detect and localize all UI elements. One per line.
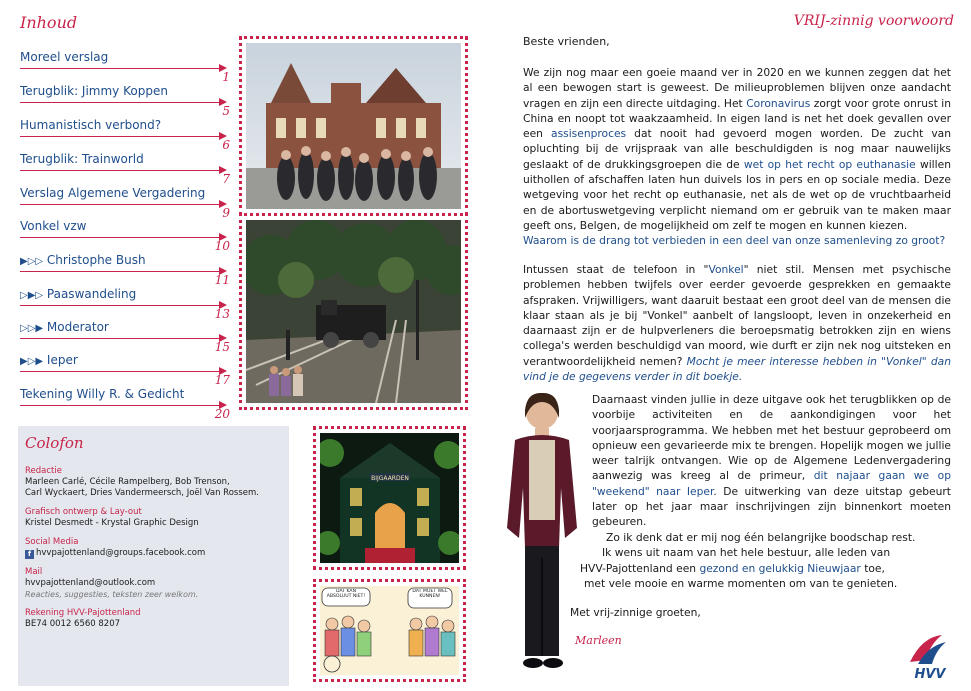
paragraph-4 bbox=[580, 530, 951, 591]
redactie-names-2: Carl Wyckaert, Dries Vandermeersch, Joël Van Rossem. bbox=[25, 488, 259, 498]
toc-title: Inhoud bbox=[20, 13, 78, 32]
p1-question: Waarom is de drang tot verbieden in een deel van onze samenleving zo groot? bbox=[523, 234, 946, 248]
toc-item-page: 11 bbox=[214, 273, 230, 287]
p4-line-4: met vele mooie en warme momenten om van te genieten. bbox=[584, 576, 898, 590]
redactie-block bbox=[25, 466, 282, 499]
toc-item-rule bbox=[20, 68, 225, 69]
toc-item-rule bbox=[20, 136, 225, 137]
toc-item[interactable] bbox=[20, 219, 232, 253]
toc-item-rule bbox=[20, 371, 225, 372]
toc-item-title: Terugblik: Trainworld bbox=[20, 152, 144, 166]
toc-item-marker: ▶▷▶ bbox=[20, 356, 44, 367]
link-vonkel[interactable]: Vonkel bbox=[708, 263, 744, 276]
toc-item-label bbox=[20, 219, 87, 233]
mail-note: Reacties, suggesties, teksten zeer welkom. bbox=[25, 590, 199, 599]
toc-item-rule bbox=[20, 102, 225, 103]
toc-item-title: Moderator bbox=[46, 320, 109, 334]
p4-line-3a: HVV-Pajottenland een bbox=[580, 561, 700, 575]
mail-block bbox=[25, 567, 282, 600]
toc-item-rule bbox=[20, 237, 225, 238]
article-header: VRIJ-zinnig voorwoord bbox=[793, 13, 954, 29]
sign-left-text: DAT KAN ABSOLUUT NIET! bbox=[326, 589, 366, 600]
toc-item-label bbox=[20, 84, 168, 98]
author-photo bbox=[497, 388, 587, 678]
p4-line-1: Zo ik denk dat er mij nog één belangrijke boodschap rest. bbox=[606, 531, 916, 544]
bank-account: BE74 0012 6560 8207 bbox=[25, 619, 121, 629]
p3-text-b: . De uitwerking van deze uitstap gebeurt later op het jaar maar inschrijvingen zijn binnenkort moeten gebeuren. bbox=[592, 484, 951, 529]
bank-block bbox=[25, 608, 282, 630]
facebook-icon: f bbox=[25, 550, 34, 559]
closing: Met vrij-zinnige groeten, bbox=[570, 606, 701, 619]
toc-item[interactable] bbox=[20, 152, 232, 186]
greeting: Beste vrienden, bbox=[523, 35, 610, 48]
toc-item-page: 1 bbox=[222, 70, 230, 84]
toc-item-label bbox=[20, 118, 161, 132]
toc-item-title: Vonkel vzw bbox=[20, 219, 87, 233]
toc-item-label bbox=[20, 287, 136, 301]
toc-item-label bbox=[20, 253, 146, 267]
photo-station-group bbox=[239, 36, 468, 216]
toc-item-label bbox=[20, 50, 108, 64]
toc-item-page: 7 bbox=[222, 172, 230, 186]
bank-heading: Rekening HVV-Pajottenland bbox=[25, 608, 141, 618]
toc-item[interactable] bbox=[20, 118, 232, 152]
link-weekend-ieper[interactable]: dit najaar gaan we op "weekend" naar Ieper bbox=[592, 469, 951, 498]
p1-text-d: willen uithollen of afschaffen laten hun duivels los in pers en op sociale media. Deze wetgeving voor het recht op euthanasie, net als de wet op de vruchtbaarheid en de abortuswetgeving verplicht niemand om er gebruik van te maken maar geeft ons, Belgen, de mogelijkheid om zelf te mogen en kunnen kiezen. bbox=[523, 157, 951, 232]
design-block bbox=[25, 507, 282, 529]
toc-item-rule bbox=[20, 305, 225, 306]
logo-text: HVV bbox=[914, 667, 946, 682]
toc-item-marker: ▷▶▷ bbox=[20, 290, 44, 301]
toc-item-page: 5 bbox=[222, 104, 230, 118]
redactie-heading: Redactie bbox=[25, 466, 62, 476]
p3-text-a: Daarnaast vinden jullie in deze uitgave ook het terugblikken op de voorbije activiteiten en de aankondigingen voor het voorjaarsprogramma. We hebben met het bestuur geprobeerd om opnieuw een gevarieerde mix te brengen. Hopelijk mogen we jullie weer talrijk ontvangen. Wie op de Algemene Ledenvergadering aanwezig was kreeg al de primeur, bbox=[592, 393, 951, 483]
social-email[interactable]: hvvpajottenland@groups.facebook.com bbox=[36, 548, 206, 558]
paragraph-3 bbox=[592, 392, 951, 530]
p2-vonkel-note: Mocht je meer interesse hebben in "Vonkel" dan vind je de gegevens verder in dit boekje. bbox=[523, 354, 952, 384]
social-link[interactable] bbox=[25, 548, 282, 559]
toc-item-title: Tekening Willy R. & Gedicht bbox=[20, 387, 185, 401]
toc-item[interactable] bbox=[20, 387, 232, 421]
link-coronavirus[interactable]: Coronavirus bbox=[746, 96, 811, 110]
toc-item-label bbox=[20, 353, 78, 367]
toc-item[interactable] bbox=[20, 84, 232, 118]
p1-text-a: We zijn nog maar een goeie maand ver in 2020 en we kunnen zeggen dat het al een bewogen start is geweest. De milieuproblemen blijven onze aandacht vragen en zijn een directe uitdaging. Het bbox=[523, 66, 951, 110]
paragraph-1 bbox=[523, 65, 951, 249]
toc-item-page: 17 bbox=[214, 373, 230, 387]
toc-item-rule bbox=[20, 204, 225, 205]
p4-line-3 bbox=[580, 561, 951, 576]
p1-text-b: zorgt voor grote onrust in China en noopt tot waakzaamheid. In eigen land is net het doek gevallen over een bbox=[523, 96, 951, 141]
toc-item[interactable] bbox=[20, 320, 232, 354]
paragraph-2 bbox=[523, 262, 951, 384]
colofon-panel bbox=[18, 426, 289, 686]
social-heading: Social Media bbox=[25, 537, 79, 547]
toc-item-marker: ▶▷▷ bbox=[20, 256, 44, 267]
toc-item-label bbox=[20, 320, 109, 334]
toc-item[interactable] bbox=[20, 186, 232, 220]
mail-heading: Mail bbox=[25, 567, 43, 577]
toc-item-title: Terugblik: Jimmy Koppen bbox=[20, 84, 168, 98]
station-photo bbox=[246, 43, 461, 209]
toc-item-rule bbox=[20, 170, 225, 171]
toc-item-page: 13 bbox=[214, 307, 230, 321]
social-block bbox=[25, 537, 282, 559]
toc-item-page: 6 bbox=[222, 138, 230, 152]
photo-cartoon-drawing bbox=[313, 579, 466, 682]
design-heading: Grafisch ontwerp & Lay-out bbox=[25, 507, 142, 517]
p2-text-a: Intussen staat de telefoon in " bbox=[523, 263, 709, 276]
p2-text-b: " niet stil. Mensen met psychische problemen hebben twijfels over eerder gevoerde gesprekken en gemaakte afspraken. Vrijwilligers, want daaruit bestaat een groot deel van de mensen die klaar staan als je bij "Vonkel" aanbelt of langsloopt, leven in onzekerheid en daarnaast zijn er de hulpverleners die beroepsmatig betrokken zijn en wiens collega's werden beschuldigd van moord, wie durft er zijn nek nog uitsteken en verantwoordelijkheid nemen? bbox=[523, 263, 951, 368]
toc-item[interactable] bbox=[20, 353, 232, 387]
toc-item-page: 20 bbox=[214, 407, 230, 421]
toc-item-title: Christophe Bush bbox=[46, 253, 146, 267]
toc-item-rule bbox=[20, 271, 225, 272]
link-nieuwjaar[interactable]: gezond en gelukkig Nieuwjaar bbox=[699, 561, 861, 575]
toc-item-title: Moreel verslag bbox=[20, 50, 109, 64]
toc-item-title: Humanistisch verbond? bbox=[20, 118, 162, 132]
toc-item[interactable] bbox=[20, 50, 232, 84]
signature: Marleen bbox=[575, 634, 622, 647]
toc-item-page: 9 bbox=[222, 206, 230, 220]
toc-item-label bbox=[20, 186, 205, 200]
sign-right-text: DAT MOET WEL KUNNEN! bbox=[412, 589, 448, 600]
toc-item[interactable] bbox=[20, 253, 232, 287]
p4-line-2: Ik wens uit naam van het hele bestuur, alle leden van bbox=[602, 546, 891, 560]
toc-item-marker: ▷▷▶ bbox=[20, 323, 44, 334]
link-assisenproces[interactable]: assisenproces bbox=[551, 127, 627, 141]
toc-item[interactable] bbox=[20, 287, 232, 321]
toc-item-page: 15 bbox=[214, 340, 230, 354]
toc-item-page: 10 bbox=[214, 239, 230, 253]
toc-item-rule bbox=[20, 338, 225, 339]
redactie-names-1: Marleen Carlé, Cécile Rampelberg, Bob Trenson, bbox=[25, 477, 230, 487]
photo-trainworld bbox=[239, 213, 468, 410]
mail-address[interactable]: hvvpajottenland@outlook.com bbox=[25, 578, 156, 588]
toc-item-title: Paaswandeling bbox=[46, 287, 137, 301]
hvv-logo bbox=[902, 632, 958, 682]
toc-item-title: Verslag Algemene Vergadering bbox=[20, 186, 206, 200]
design-text: Kristel Desmedt - Krystal Graphic Design bbox=[25, 518, 199, 528]
train-photo bbox=[246, 220, 461, 403]
building-photo bbox=[320, 433, 459, 563]
link-euthanasie-wet[interactable]: wet op het recht op euthanasie bbox=[743, 157, 916, 171]
cartoon-drawing bbox=[320, 586, 459, 675]
toc-item-title: Ieper bbox=[46, 353, 78, 367]
toc-item-label bbox=[20, 387, 184, 401]
colofon-title: Colofon bbox=[25, 434, 84, 452]
p4-line-3c: toe, bbox=[860, 561, 885, 575]
toc-item-label bbox=[20, 152, 144, 166]
building-sign: BIJGAARDEN bbox=[371, 475, 409, 482]
toc-item-rule bbox=[20, 405, 225, 406]
photo-bijgaarden bbox=[313, 426, 466, 570]
p1-text-c: dat nooit had gevoerd mogen worden. De zucht van opluchting bij de vrijspraak van alle beschuldigden is nog maar nauwelijks geslaakt of de drukkingsgroepen die de bbox=[523, 127, 952, 171]
